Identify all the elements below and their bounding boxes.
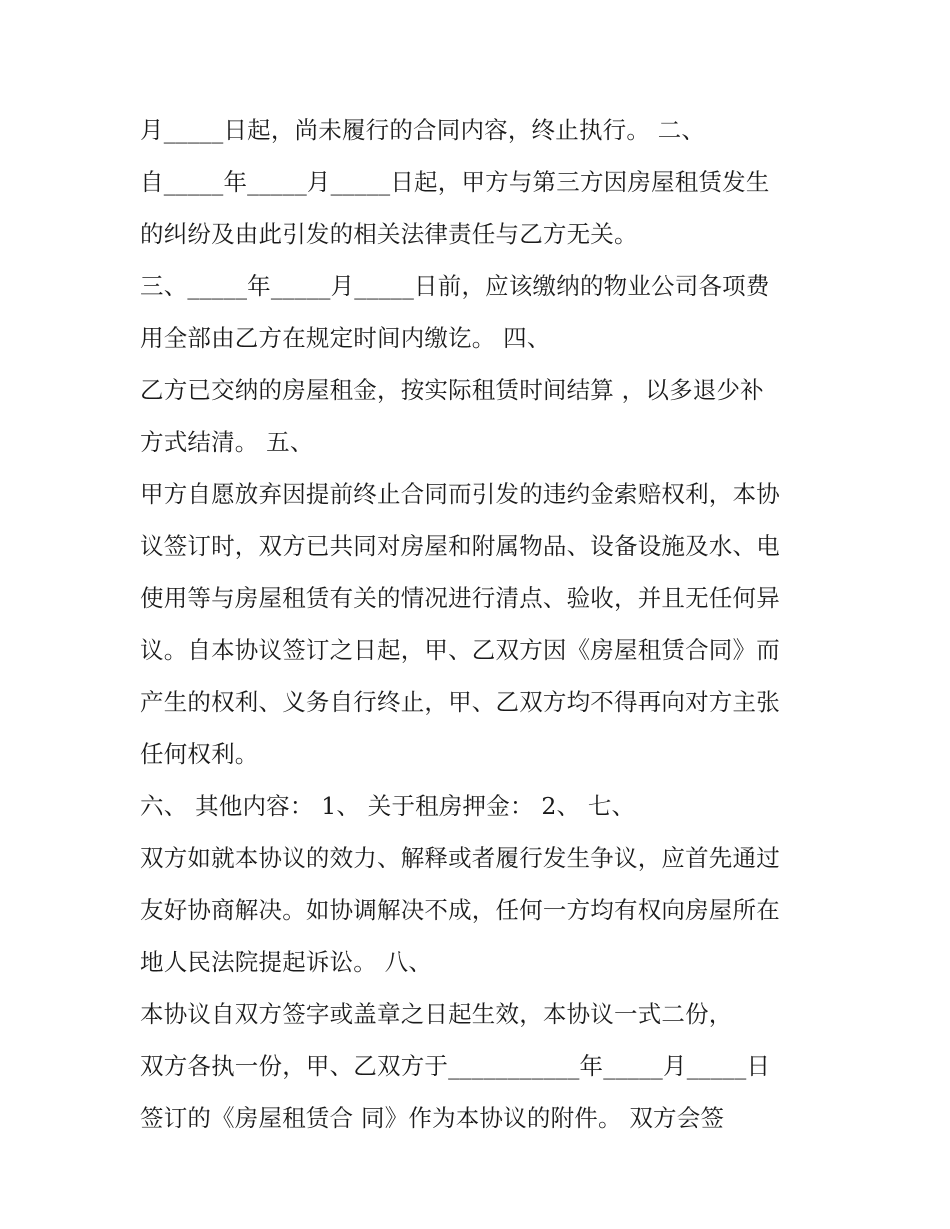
text-line: 六、 其他内容： 1、 关于租房押金： 2、 七、 [140, 792, 636, 820]
text-line: 的纠纷及由此引发的相关法律责任与乙方无关。 [140, 220, 638, 248]
text-line: 双方如就本协议的效力、解释或者履行发生争议，应首先通过 [140, 844, 780, 872]
text-line: 地人民法院提起诉讼。 八、 [140, 948, 433, 976]
text-line: 方式结清。 五、 [140, 428, 314, 456]
text-line: 月_____日起，尚未履行的合同内容，终止执行。 二、 [140, 116, 706, 144]
text-line: 乙方已交纳的房屋租金，按实际租赁时间结算 ，以多退少补 [140, 376, 764, 404]
document-body [140, 104, 830, 1144]
text-line: 本协议自双方签字或盖章之日起生效，本协议一式二份， [140, 1000, 733, 1028]
text-line: 签订的《房屋租赁合 同》作为本协议的附件。 双方会签 [140, 1104, 725, 1132]
text-line: 甲方自愿放弃因提前终止合同而引发的违约金索赔权利，本协 [140, 480, 780, 508]
text-line: 议。自本协议签订之日起，甲、乙双方因《房屋租赁合同》而 [140, 636, 780, 664]
text-line: 产生的权利、义务自行终止，甲、乙双方均不得再向对方主张 [140, 688, 780, 716]
text-line: 三、_____年_____月_____日前，应该缴纳的物业公司各项费 [140, 272, 770, 300]
text-line: 友好协商解决。如协调解决不成，任何一方均有权向房屋所在 [140, 896, 780, 924]
text-line: 任何权利。 [140, 740, 259, 768]
text-line: 双方各执一份，甲、乙双方于___________年_____月_____日 [140, 1052, 771, 1080]
text-line: 议签订时，双方已共同对房屋和附属物品、设备设施及水、电 [140, 532, 780, 560]
text-line: 用全部由乙方在规定时间内缴讫。 四、 [140, 324, 551, 352]
text-line: 使用等与房屋租赁有关的情况进行清点、验收，并且无任何异 [140, 584, 780, 612]
text-line: 自_____年_____月_____日起，甲方与第三方因房屋租赁发生 [140, 168, 770, 196]
